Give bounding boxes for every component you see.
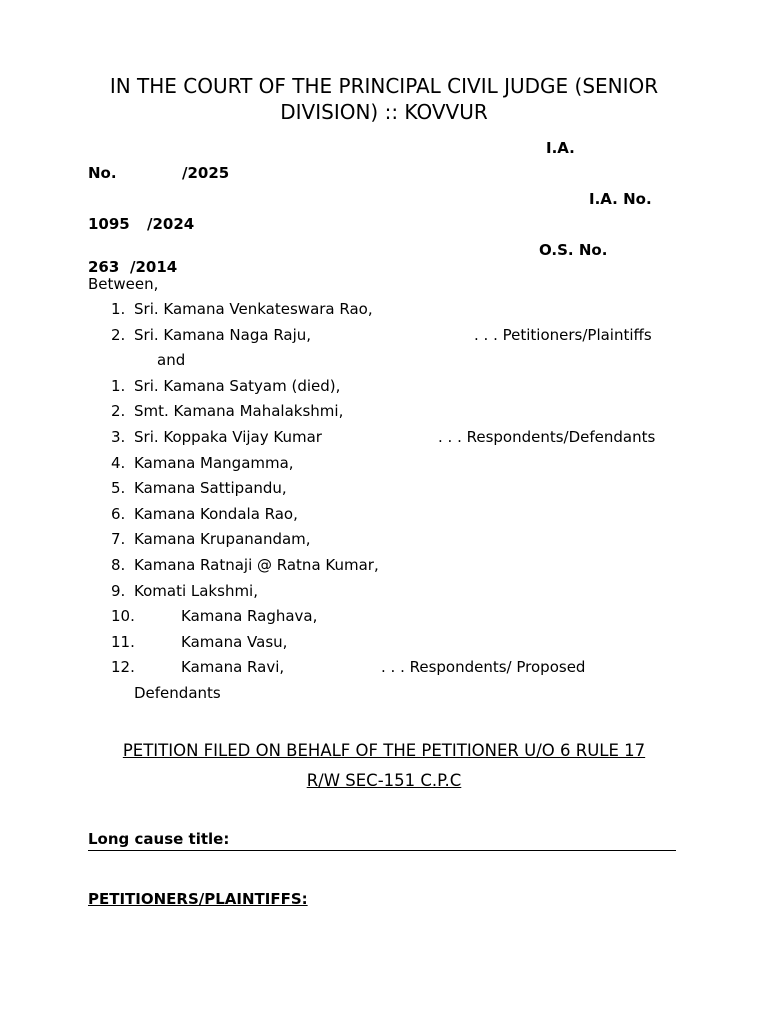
petitioners-role: . . . Petitioners/Plaintiffs [474, 326, 652, 344]
list-item-number: 4. [111, 454, 126, 472]
list-item-number: 3. [111, 428, 126, 446]
ia-new-no-label: No. [88, 164, 117, 182]
os-prefix: O.S. No. [539, 241, 608, 259]
list-item-number: 1. [111, 300, 126, 318]
list-item-number: 12. [111, 658, 135, 676]
respondent-name: Kamana Ravi, [181, 658, 285, 676]
long-cause-title-heading: Long cause title: [88, 830, 230, 848]
list-item-number: 6. [111, 505, 126, 523]
and-label: and [157, 351, 186, 369]
list-item-number: 2. [111, 326, 126, 344]
ia-new-year: /2025 [182, 164, 230, 182]
court-title-line2: DIVISION) :: KOVVUR [280, 100, 488, 124]
respondent-name: Kamana Vasu, [181, 633, 288, 651]
respondent-name: Kamana Ratnaji @ Ratna Kumar, [134, 556, 379, 574]
petition-title-line2: R/W SEC-151 C.P.C [306, 771, 462, 790]
respondent-name: Kamana Raghava, [181, 607, 318, 625]
os-number: 263 [88, 258, 120, 276]
respondent-name: Kamana Kondala Rao, [134, 505, 298, 523]
respondent-name: Sri. Koppaka Vijay Kumar [134, 428, 322, 446]
respondent-name: Kamana Krupanandam, [134, 530, 311, 548]
proposed-role-line1: . . . Respondents/ Proposed [381, 658, 586, 676]
list-item-number: 2. [111, 402, 126, 420]
divider-line [88, 850, 676, 851]
petition-title-line1: PETITION FILED ON BEHALF OF THE PETITIONER U/O 6 RULE 17 [122, 741, 646, 760]
list-item-number: 10. [111, 607, 135, 625]
petitioners-heading: PETITIONERS/PLAINTIFFS: [88, 890, 308, 908]
os-year: /2014 [130, 258, 178, 276]
respondents-role: . . . Respondents/Defendants [438, 428, 656, 446]
ia-new-prefix: I.A. [546, 139, 575, 157]
ia-old-number: 1095 [88, 215, 130, 233]
respondent-name: Smt. Kamana Mahalakshmi, [134, 402, 344, 420]
list-item-number: 8. [111, 556, 126, 574]
list-item-number: 7. [111, 530, 126, 548]
proposed-role-line2: Defendants [134, 684, 221, 702]
respondent-name: Sri. Kamana Satyam (died), [134, 377, 341, 395]
list-item-number: 9. [111, 582, 126, 600]
ia-old-year: /2024 [147, 215, 195, 233]
respondent-name: Kamana Sattipandu, [134, 479, 287, 497]
list-item-number: 1. [111, 377, 126, 395]
between-label: Between, [88, 275, 159, 293]
petitioner-name: Sri. Kamana Naga Raju, [134, 326, 312, 344]
petitioner-name: Sri. Kamana Venkateswara Rao, [134, 300, 373, 318]
ia-old-prefix: I.A. No. [589, 190, 652, 208]
court-title-line1: IN THE COURT OF THE PRINCIPAL CIVIL JUDGE (SENIOR [109, 74, 659, 98]
respondent-name: Kamana Mangamma, [134, 454, 294, 472]
list-item-number: 11. [111, 633, 135, 651]
list-item-number: 5. [111, 479, 126, 497]
respondent-name: Komati Lakshmi, [134, 582, 258, 600]
